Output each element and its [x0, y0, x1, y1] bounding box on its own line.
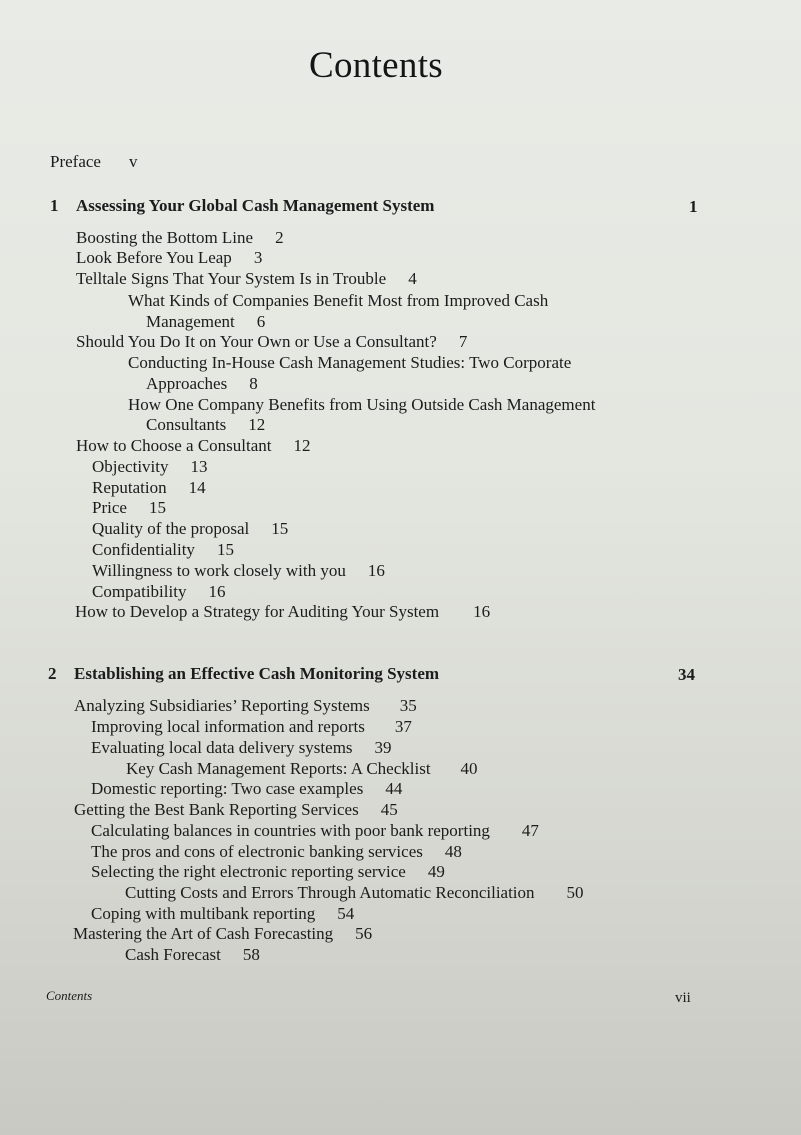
toc-entry	[92, 498, 166, 518]
toc-entry	[92, 540, 234, 560]
entry-text: Cutting Costs and Errors Through Automatic Reconciliation	[125, 883, 535, 902]
entry-page: 16	[367, 561, 385, 580]
preface-entry	[50, 152, 137, 172]
entry-page: 45	[380, 800, 398, 819]
running-title: Contents	[46, 988, 93, 1003]
toc-entry	[76, 332, 467, 352]
entry-text: Calculating balances in countries with poor bank reporting	[91, 821, 490, 840]
entry-text: Preface	[50, 152, 101, 171]
toc-entry	[91, 717, 412, 737]
chapter-number: 1	[50, 196, 59, 215]
entry-text: Consultants	[146, 415, 227, 434]
entry-page: 7	[458, 332, 468, 351]
entry-text: Willingness to work closely with you	[92, 561, 346, 580]
toc-entry	[75, 602, 490, 622]
entry-text: Objectivity	[92, 457, 169, 476]
page-title: Contents	[309, 45, 443, 86]
chapter-heading	[50, 196, 434, 216]
chapter-number: 2	[48, 664, 57, 683]
toc-entry	[125, 883, 584, 903]
toc-entry	[76, 228, 284, 248]
entry-text: Management	[146, 312, 235, 331]
entry-text: Confidentiality	[92, 540, 195, 559]
toc-entry-continued	[146, 374, 258, 394]
entry-text: Conducting In-House Cash Management Studies: Two Corporate	[128, 353, 572, 372]
entry-text: Coping with multibank reporting	[91, 904, 316, 923]
entry-text: How One Company Benefits from Using Outside Cash Management	[128, 395, 596, 414]
entry-text: How to Develop a Strategy for Auditing Your System	[75, 602, 440, 621]
entry-page: 58	[242, 945, 260, 964]
entry-text: How to Choose a Consultant	[76, 436, 272, 455]
entry-text: Approaches	[146, 374, 228, 393]
toc-entry	[126, 759, 478, 779]
entry-page: 6	[256, 312, 266, 331]
entry-page: 8	[249, 374, 258, 393]
chapter-page: 34	[678, 665, 695, 684]
entry-page: 3	[253, 248, 263, 267]
entry-page: 4	[408, 269, 417, 288]
toc-entry	[91, 779, 402, 799]
page-number: vii	[675, 990, 691, 1006]
entry-text: Analyzing Subsidiaries’ Reporting Systems	[74, 696, 370, 715]
entry-page: 56	[355, 924, 373, 943]
chapter-title: Assessing Your Global Cash Management System	[76, 196, 435, 215]
entry-text: Compatibility	[92, 582, 187, 601]
toc-entry	[74, 800, 398, 820]
toc-entry	[91, 738, 392, 758]
entry-page: 12	[293, 436, 311, 455]
chapter-title: Establishing an Effective Cash Monitoring System	[74, 664, 440, 683]
toc-entry	[92, 457, 207, 477]
entry-text: The pros and cons of electronic banking services	[91, 842, 423, 861]
entry-page: 16	[473, 602, 491, 621]
entry-text: Mastering the Art of Cash Forecasting	[73, 924, 334, 943]
entry-page: 35	[399, 696, 417, 715]
entry-text: Boosting the Bottom Line	[76, 228, 254, 247]
entry-page: 39	[374, 738, 392, 757]
entry-text: Improving local information and reports	[91, 717, 365, 736]
toc-entry	[128, 395, 595, 415]
toc-entry	[92, 582, 225, 602]
entry-page: 15	[271, 519, 289, 538]
toc-entry	[91, 862, 445, 882]
entry-page: 15	[216, 540, 234, 559]
entry-page: 40	[460, 759, 478, 778]
entry-page: 50	[566, 883, 584, 902]
toc-entry	[76, 248, 262, 268]
entry-text: Selecting the right electronic reporting service	[91, 862, 406, 881]
entry-page: 49	[427, 862, 445, 881]
toc-entry	[91, 821, 539, 841]
entry-page: 54	[337, 904, 355, 923]
entry-page: 47	[521, 821, 539, 840]
toc-entry	[125, 945, 260, 965]
chapter-page: 1	[689, 197, 698, 216]
entry-page: 44	[385, 779, 403, 798]
entry-page: 37	[394, 717, 412, 736]
entry-text: Telltale Signs That Your System Is in Trouble	[76, 269, 387, 288]
entry-text: Should You Do It on Your Own or Use a Consultant?	[76, 332, 437, 351]
entry-text: Price	[92, 498, 127, 517]
entry-text: Quality of the proposal	[92, 519, 250, 538]
toc-entry	[76, 436, 311, 456]
entry-page: 12	[248, 415, 266, 434]
entry-page: 16	[208, 582, 226, 601]
entry-text: Look Before You Leap	[76, 248, 232, 267]
toc-entry	[92, 561, 385, 581]
entry-page: 2	[275, 228, 284, 247]
toc-entry	[128, 291, 548, 311]
toc-entry	[128, 353, 571, 373]
toc-entry	[92, 478, 206, 498]
chapter-heading	[48, 664, 439, 684]
entry-text: What Kinds of Companies Benefit Most from Improved Cash	[128, 291, 549, 310]
entry-page: 15	[148, 498, 166, 517]
toc-entry	[91, 842, 462, 862]
entry-text: Reputation	[92, 478, 167, 497]
entry-page: 48	[444, 842, 462, 861]
toc-entry	[74, 696, 417, 716]
entry-page: v	[128, 152, 138, 171]
entry-text: Getting the Best Bank Reporting Services	[74, 800, 359, 819]
entry-page: 14	[188, 478, 206, 497]
toc-entry	[92, 519, 288, 539]
toc-entry	[76, 269, 417, 289]
toc-entry-continued	[146, 415, 265, 435]
entry-text: Cash Forecast	[125, 945, 221, 964]
entry-text: Evaluating local data delivery systems	[91, 738, 353, 757]
entry-text: Domestic reporting: Two case examples	[91, 779, 364, 798]
toc-entry	[73, 924, 372, 944]
entry-text: Key Cash Management Reports: A Checklist	[126, 759, 431, 778]
toc-entry-continued	[146, 312, 265, 332]
toc-entry	[91, 904, 354, 924]
entry-page: 13	[190, 457, 208, 476]
